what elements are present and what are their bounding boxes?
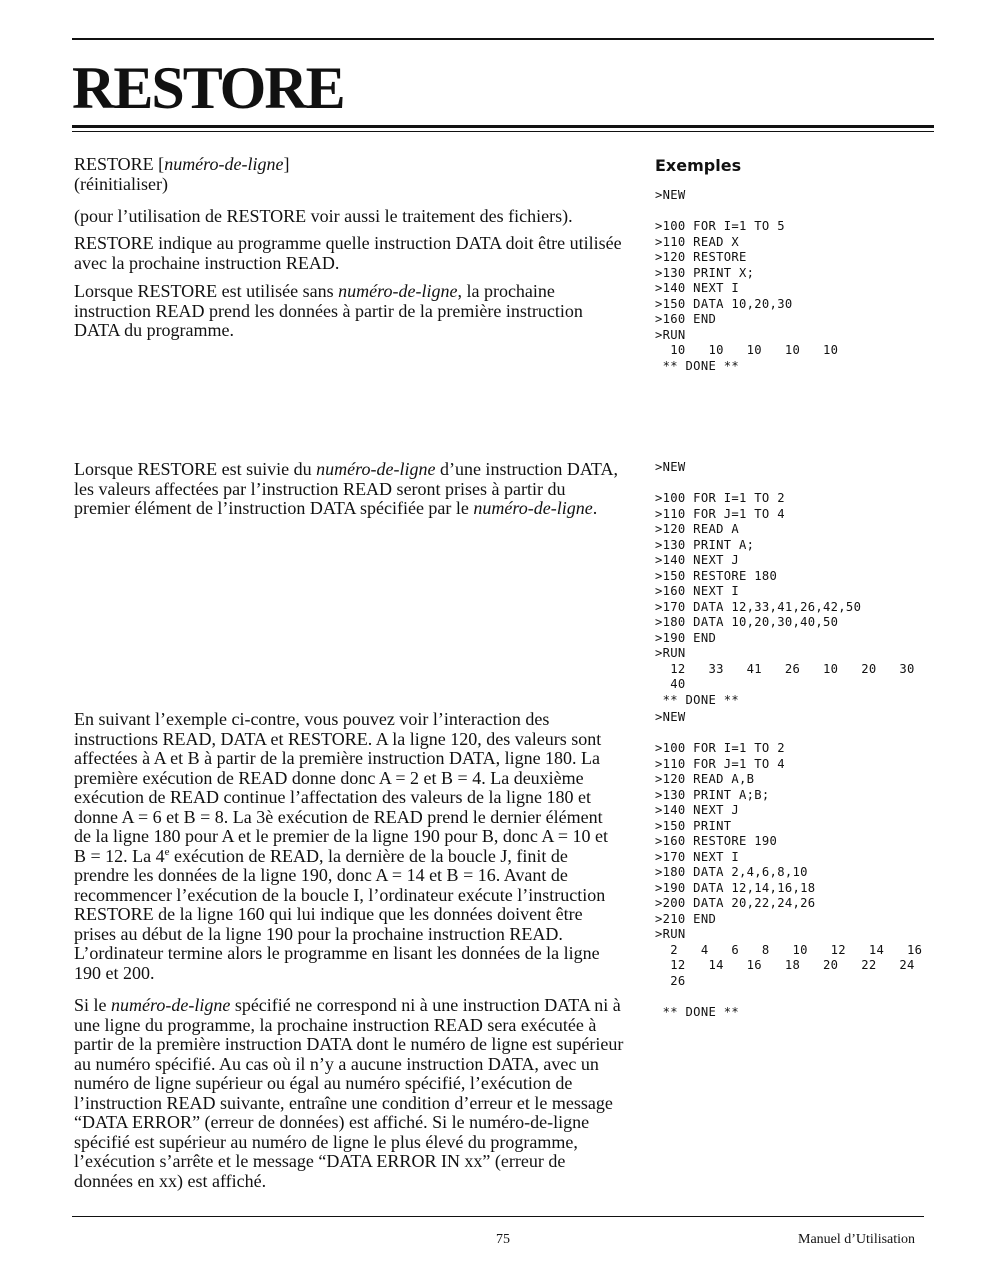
intro-paragraph-2: [74, 234, 624, 273]
page-number: 75: [496, 1232, 510, 1247]
manual-name: Manuel d’Utilisation: [798, 1232, 916, 1247]
nonexistent-em: numéro-de-ligne: [111, 995, 231, 1015]
nonexistent-text: [74, 996, 624, 1191]
nonexistent-b: spécifié ne correspond ni à une instruction DATA ni à une ligne du programme, la prochaine instruction READ sera exécutée à partir de la première instruction DATA dont le numéro de ligne est supérieur au numéro spécifié. Au cas où il n’y a aucune instruction DATA, avec un numéro de ligne supérieur ou égal au numéro spécifié, l’exécution de l’instruction READ suivante, entraîne une condition d’erreur et le message “DATA ERROR” (erreur de données) est affiché. Si le numéro-de-ligne spécifié est supérieur au numéro de ligne le plus élevé du programme, l’exécution s’arrête et le message “DATA ERROR IN xx” (erreur de données en xx) est affiché.: [74, 995, 624, 1191]
intro-paragraph-3: [74, 282, 624, 341]
examples-heading: Exemples: [655, 156, 742, 175]
syntax-keyword: RESTORE [: [74, 154, 165, 174]
with-line-em1: numéro-de-ligne: [316, 459, 436, 479]
code-example-3: >NEW >100 FOR I=1 TO 2 >110 FOR J=1 TO 4 >120 READ A,B >130 PRINT A;B; >140 NEXT J >150 PRINT >160 RESTORE 190 >170 NEXT I >180 DATA 2,4,6,8,10 >190 DATA 12,14,16,18 >200 DATA 20,22,24,26 >210 END >RUN 2 4 6 8 10 12 14 16 12 14 16 18 20 22 24 26 ** DONE **: [655, 710, 923, 1019]
bottom-rule: [72, 1216, 924, 1217]
syntax-translation: (réinitialiser): [74, 173, 168, 194]
explanation-b: exécution de READ, la dernière de la boucle J, finit de prendre les données de la ligne 190, donc A = 14 et B = 16. Avant de recommencer l’exécution de la boucle I, l’ordinateur exécute l’instruction RESTORE de la ligne 160 qui lui indique que les données doivent être prises au début de la ligne 190 pour la prochaine instruction READ. L’ordinateur termine alors le programme en lisant les données de la ligne 190 et 200.: [74, 845, 606, 983]
intro-p3-text: [74, 282, 624, 341]
syntax-block: [74, 155, 624, 194]
code-example-2: >NEW >100 FOR I=1 TO 2 >110 FOR J=1 TO 4 >120 READ A >130 PRINT A; >140 NEXT J >150 RESTORE 180 >160 NEXT I >170 DATA 12,33,41,26,42,50 >180 DATA 10,20,30,40,50 >190 END >RUN 12 33 41 26 10 20 30 40 ** DONE **: [655, 460, 915, 707]
with-line-a: Lorsque RESTORE est suivie du: [74, 459, 317, 479]
with-line-b: d’une instruction DATA, les valeurs affectées par l’instruction READ seront prises à partir du premier élément de l’instruction DATA spécifiée par le: [74, 459, 618, 518]
syntax-param: numéro-de-ligne: [164, 154, 284, 174]
page-title: RESTORE: [72, 55, 344, 121]
title-rule-thick: [72, 125, 934, 128]
nonexistent-a: Si le: [74, 995, 112, 1015]
code-example-1: >NEW >100 FOR I=1 TO 5 >110 READ X >120 RESTORE >130 PRINT X; >140 NEXT I >150 DATA 10,20,30 >160 END >RUN 10 10 10 10 10 ** DONE **: [655, 188, 839, 373]
intro-p1-text: (pour l’utilisation de RESTORE voir aussi le traitement des fichiers).: [74, 206, 573, 226]
explanation-text: [74, 710, 624, 983]
with-line-em2: numéro-de-ligne: [473, 498, 593, 518]
with-line-text: [74, 460, 624, 519]
intro-p3-em: numéro-de-ligne: [338, 281, 458, 301]
intro-paragraph-1: [74, 207, 624, 227]
syntax-close: ]: [283, 154, 290, 174]
explanation-a: En suivant l’exemple ci-contre, vous pouvez voir l’interaction des instructions READ, DATA et RESTORE. A la ligne 120, des valeurs sont affectées à A et B à partir de la première instruction DATA, ligne 180. La première exécution de READ donne donc A = 2 et B = 4. La deuxième exécution de READ continue l’affectation des valeurs de la ligne 180 et donne A = 6 et B = 8. La 3è exécution de READ prend le dernier élément de la ligne 180 pour A et le premier de la ligne 190 pour B, donc A = 10 et B = 12. La 4: [74, 709, 609, 866]
intro-p3-a: Lorsque RESTORE est utilisée sans: [74, 281, 339, 301]
explanation-paragraph: [74, 710, 624, 983]
with-line-paragraph: [74, 460, 624, 519]
intro-p2-text: RESTORE indique au programme quelle instruction DATA doit être utilisée avec la prochaine instruction READ.: [74, 233, 622, 273]
with-line-c: .: [592, 498, 598, 518]
nonexistent-line-paragraph: [74, 996, 624, 1191]
title-rule-thin: [72, 131, 934, 132]
explanation-sup: e: [164, 845, 170, 858]
syntax-line: [74, 155, 624, 175]
intro-p3-b: , la prochaine instruction READ prend les données à partir de la première instruction DATA du programme.: [74, 281, 583, 340]
top-rule: [72, 38, 934, 40]
